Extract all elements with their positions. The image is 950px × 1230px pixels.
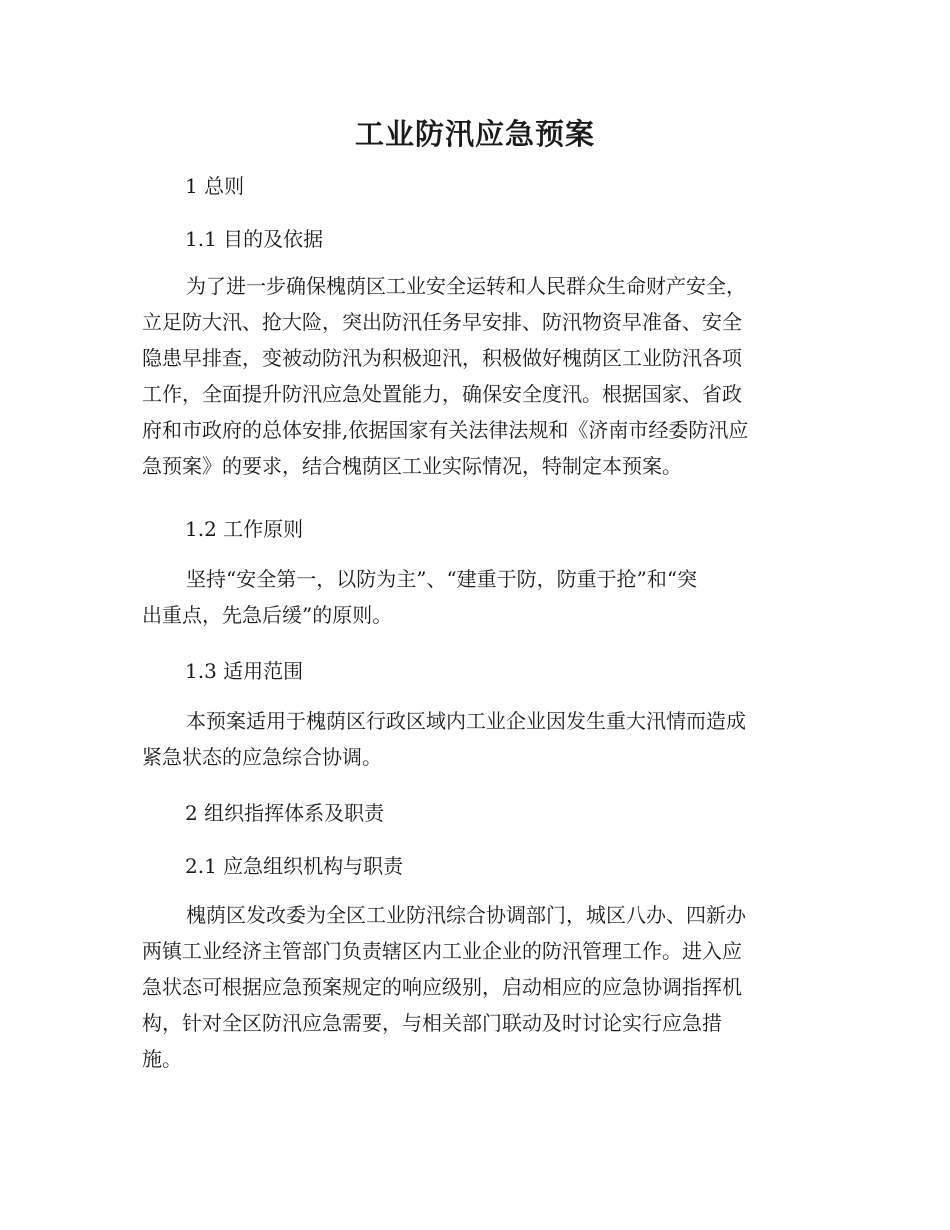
paragraph-line: 两镇工业经济主管部门负责辖区内工业企业的防汛管理工作。进入应 (142, 939, 742, 963)
paragraph-purpose (142, 268, 748, 484)
paragraph-line: 施。 (142, 1047, 182, 1071)
section-heading-1-3: 1.3 适用范围 (185, 659, 304, 683)
section-heading-2-1: 2.1 应急组织机构与职责 (185, 854, 404, 878)
paragraph-line: 紧急状态的应急综合协调。 (142, 745, 382, 769)
paragraph-line: 工作，全面提升防汛应急处置能力，确保安全度汛。根据国家、省政 (142, 382, 742, 406)
paragraph-line: 急状态可根据应急预案规定的响应级别，启动相应的应急协调指挥机 (142, 975, 742, 999)
section-heading-1-2: 1.2 工作原则 (185, 517, 304, 541)
paragraph-line: 槐荫区发改委为全区工业防汛综合协调部门，城区八办、四新办 (186, 903, 746, 927)
section-heading-1: 1 总则 (185, 174, 245, 198)
document-title: 工业防汛应急预案 (354, 117, 595, 151)
paragraph-line: 隐患早排查，变被动防汛为积极迎汛，积极做好槐荫区工业防汛各项 (142, 346, 742, 370)
paragraph-organization (142, 897, 746, 1077)
section-heading-2: 2 组织指挥体系及职责 (185, 801, 385, 825)
paragraph-line: 立足防大汛、抢大险，突出防汛任务早安排、防汛物资早准备、安全 (142, 310, 742, 334)
paragraph-line: 构，针对全区防汛应急需要，与相关部门联动及时讨论实行应急措 (142, 1011, 722, 1035)
paragraph-scope (142, 703, 746, 775)
paragraph-principles (142, 561, 697, 633)
paragraph-line: 坚持“安全第一，以防为主”、“建重于防，防重于抢”和“突 (186, 567, 698, 591)
section-heading-1-1: 1.1 目的及依据 (185, 227, 324, 251)
paragraph-line: 为了进一步确保槐荫区工业安全运转和人民群众生命财产安全， (186, 274, 746, 298)
paragraph-line: 府和市政府的总体安排,依据国家有关法律法规和《济南市经委防汛应 (142, 418, 749, 442)
paragraph-line: 出重点，先急后缓”的原则。 (142, 603, 393, 627)
paragraph-line: 急预案》的要求，结合槐荫区工业实际情况，特制定本预案。 (142, 454, 682, 478)
paragraph-line: 本预案适用于槐荫区行政区域内工业企业因发生重大汛情而造成 (186, 709, 746, 733)
